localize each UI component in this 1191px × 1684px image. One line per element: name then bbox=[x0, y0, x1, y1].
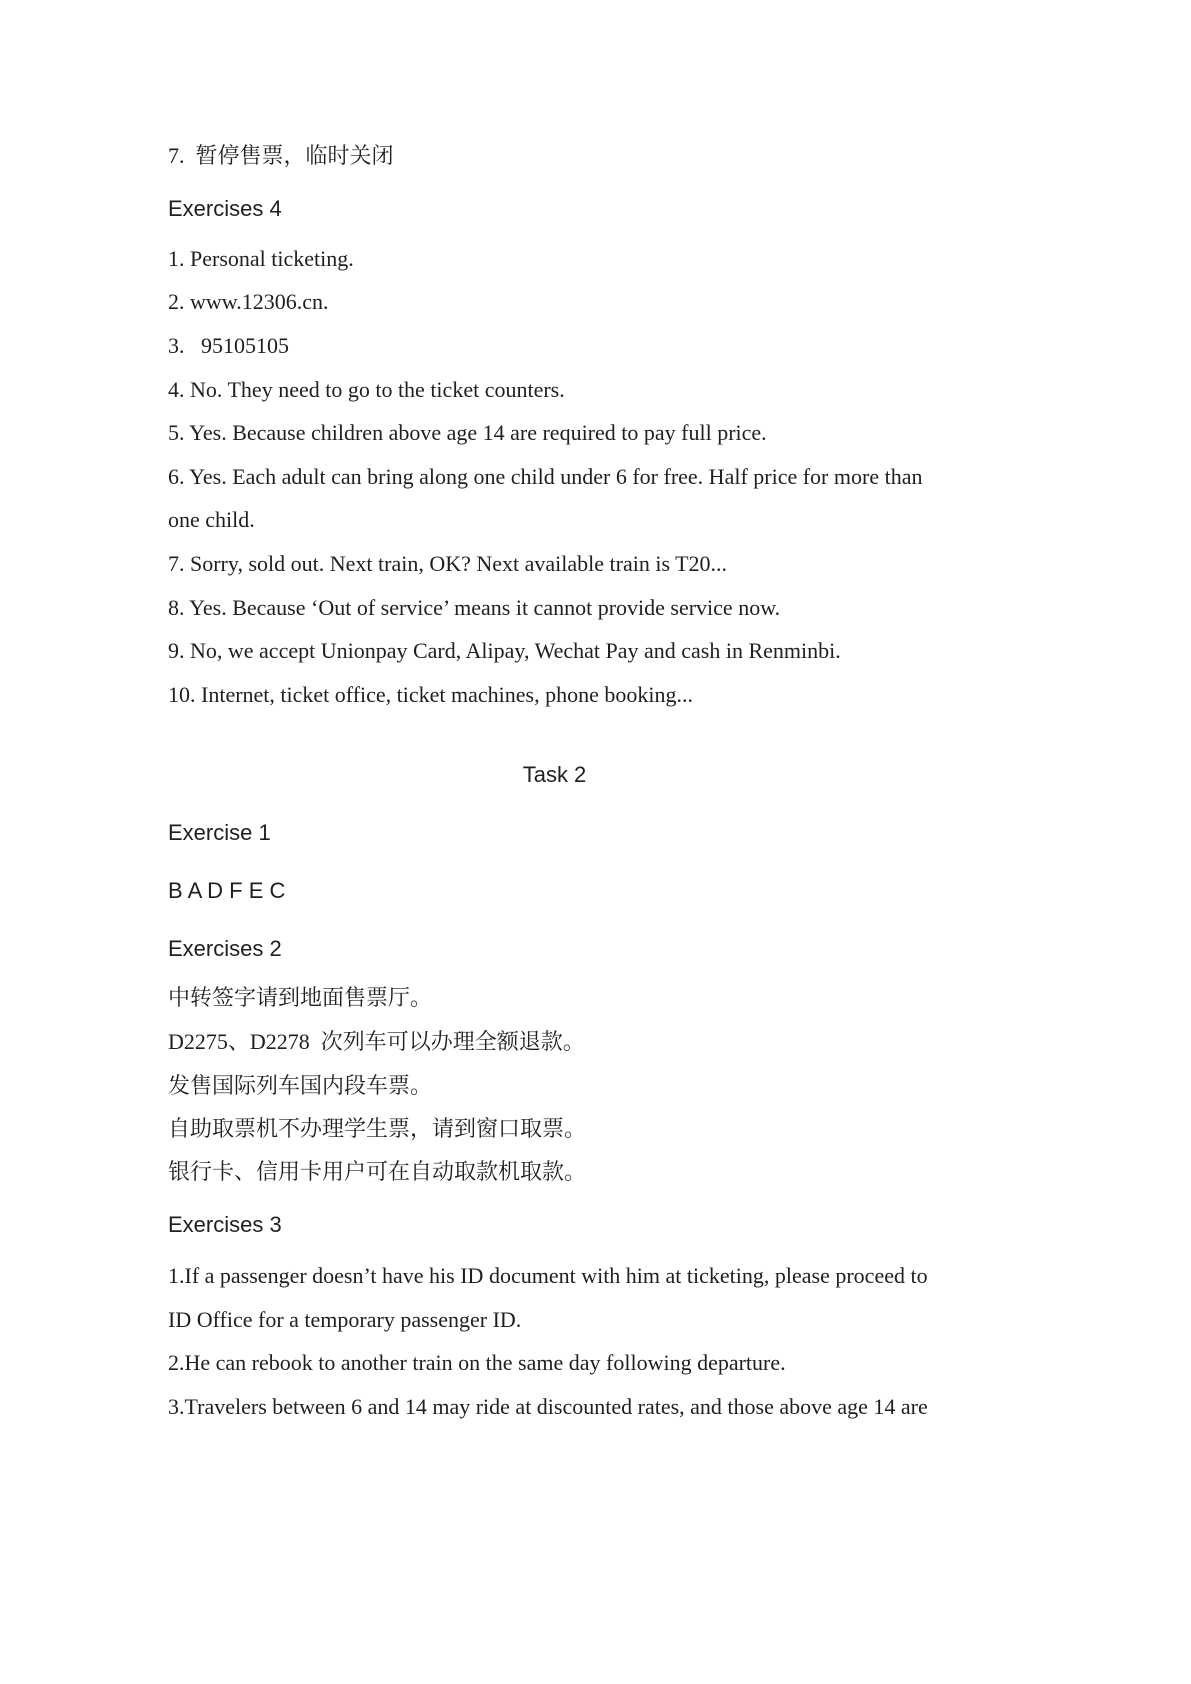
exercise-1-answer: B A D F E C bbox=[168, 878, 286, 903]
answer-line: 9. No, we accept Unionpay Card, Alipay, Wechat Pay and cash in Renminbi. bbox=[168, 638, 841, 663]
translation-line: 中转签字请到地面售票厅。 bbox=[168, 985, 433, 1010]
translation-line: 银行卡、信用卡用户可在自动取款机取款。 bbox=[168, 1159, 587, 1184]
answer-line-continuation: one child. bbox=[168, 507, 255, 532]
answer-line: 1. Personal ticketing. bbox=[168, 246, 354, 271]
translation-line: 发售国际列车国内段车票。 bbox=[168, 1073, 433, 1098]
answer-line: 6. Yes. Each adult can bring along one child under 6 for free. Half price for more than bbox=[168, 464, 923, 489]
answer-line: 4. No. They need to go to the ticket counters. bbox=[168, 377, 565, 402]
answer-line: 3. 95105105 bbox=[168, 333, 289, 358]
exercises-4-heading: Exercises 4 bbox=[168, 196, 282, 221]
answer-line: 8. Yes. Because ‘Out of service’ means it cannot provide service now. bbox=[168, 595, 781, 620]
translation-line: 自助取票机不办理学生票，请到窗口取票。 bbox=[168, 1116, 587, 1141]
answer-line: 7. Sorry, sold out. Next train, OK? Next available train is T20... bbox=[168, 551, 728, 576]
answer-line-continuation: ID Office for a temporary passenger ID. bbox=[168, 1307, 522, 1332]
answer-line: 10. Internet, ticket office, ticket machines, phone booking... bbox=[168, 682, 693, 707]
continued-answer-item-7: 7. 暂停售票，临时关闭 bbox=[168, 143, 394, 168]
task-2-title: Task 2 bbox=[522, 762, 587, 787]
answer-line: 1.If a passenger doesn’t have his ID document with him at ticketing, please proceed to bbox=[168, 1263, 928, 1288]
answer-line: 2.He can rebook to another train on the same day following departure. bbox=[168, 1350, 786, 1375]
answer-line: 3.Travelers between 6 and 14 may ride at discounted rates, and those above age 14 are bbox=[168, 1394, 928, 1419]
exercises-2-heading: Exercises 2 bbox=[168, 936, 282, 961]
answer-line: 2. www.12306.cn. bbox=[168, 289, 329, 314]
exercise-1-heading: Exercise 1 bbox=[168, 820, 271, 845]
exercises-3-heading: Exercises 3 bbox=[168, 1212, 282, 1237]
translation-line: D2275、D2278 次列车可以办理全额退款。 bbox=[168, 1029, 585, 1054]
answer-line: 5. Yes. Because children above age 14 are required to pay full price. bbox=[168, 420, 767, 445]
